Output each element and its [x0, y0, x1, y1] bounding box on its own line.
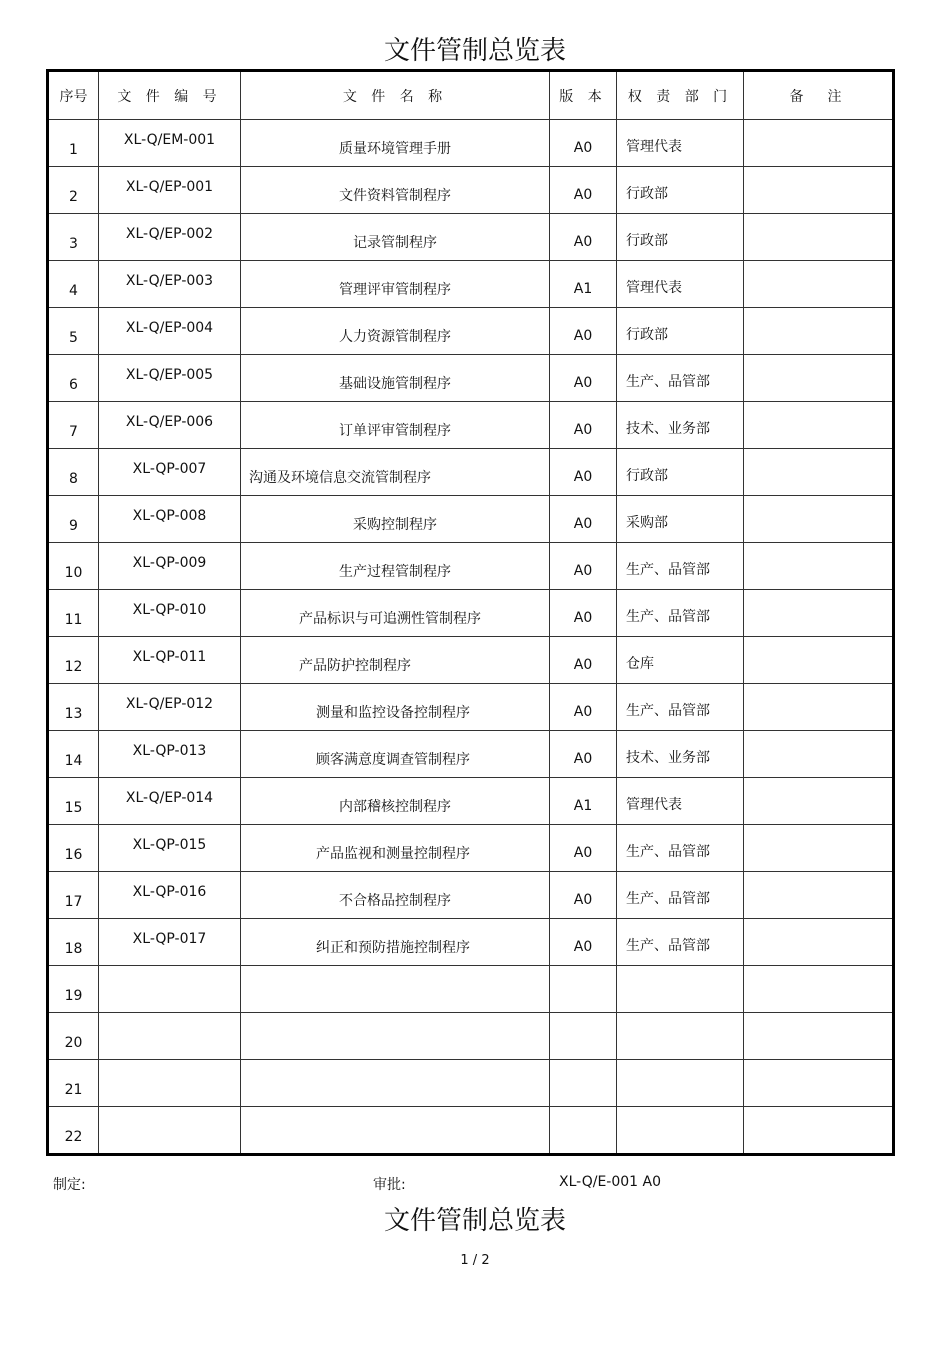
row-code-cell: [99, 1013, 241, 1060]
row-dept-cell: [617, 590, 744, 637]
row-number: 10: [64, 565, 83, 581]
table-row: [48, 355, 894, 402]
row-remark-cell: [744, 261, 894, 308]
row-code-cell: [99, 402, 241, 449]
row-name-cell: [241, 214, 550, 261]
table-row: [48, 778, 894, 825]
row-number-cell: [48, 919, 99, 966]
header-remark: 备 注: [744, 71, 894, 120]
row-dept: 行政部: [626, 327, 668, 343]
row-code: XL-QP-016: [132, 884, 207, 900]
row-name-cell: [241, 731, 550, 778]
row-version-cell: [550, 120, 617, 167]
row-name-cell: [241, 590, 550, 637]
row-number: 19: [64, 988, 83, 1004]
row-number-cell: [48, 590, 99, 637]
row-name-cell: [241, 872, 550, 919]
row-number-cell: [48, 449, 99, 496]
row-code: XL-QP-010: [132, 602, 207, 618]
row-name: 内部稽核控制程序: [339, 799, 451, 815]
row-code-cell: [99, 919, 241, 966]
row-dept-cell: [617, 872, 744, 919]
row-version-cell: [550, 167, 617, 214]
row-code: XL-Q/EP-001: [125, 179, 214, 195]
row-dept: 技术、业务部: [626, 750, 710, 766]
row-number-cell: [48, 872, 99, 919]
header-no: 序号: [48, 71, 99, 120]
row-code-cell: [99, 355, 241, 402]
table-row: [48, 731, 894, 778]
row-number: 1: [69, 142, 78, 158]
row-version: A0: [573, 939, 593, 955]
row-name-cell: [241, 1060, 550, 1107]
row-name: 质量环境管理手册: [339, 141, 451, 157]
table-row: [48, 1060, 894, 1107]
row-version-cell: [550, 684, 617, 731]
header-version: 版 本: [550, 71, 617, 120]
row-dept: 行政部: [626, 186, 668, 202]
row-version-cell: [550, 919, 617, 966]
row-remark-cell: [744, 966, 894, 1013]
row-version: A0: [573, 610, 593, 626]
row-name-cell: [241, 919, 550, 966]
row-dept: 管理代表: [626, 280, 682, 296]
row-version: A0: [573, 563, 593, 579]
row-number: 5: [69, 330, 78, 346]
row-name-cell: [241, 449, 550, 496]
row-code-cell: [99, 543, 241, 590]
row-version-cell: [550, 966, 617, 1013]
row-remark-cell: [744, 402, 894, 449]
row-code: XL-QP-007: [132, 461, 207, 477]
row-version-cell: [550, 496, 617, 543]
row-dept-cell: [617, 919, 744, 966]
row-dept-cell: [617, 1107, 744, 1155]
row-remark-cell: [744, 214, 894, 261]
row-number: 8: [69, 471, 78, 487]
row-code: XL-Q/EP-012: [125, 696, 214, 712]
row-number-cell: [48, 966, 99, 1013]
row-number: 22: [64, 1129, 83, 1145]
row-remark-cell: [744, 543, 894, 590]
row-remark-cell: [744, 449, 894, 496]
row-version: A0: [573, 375, 593, 391]
row-code: XL-QP-009: [132, 555, 207, 571]
row-version: A0: [573, 187, 593, 203]
table-row: [48, 496, 894, 543]
row-version: A0: [573, 422, 593, 438]
row-remark-cell: [744, 637, 894, 684]
row-dept: 生产、品管部: [626, 609, 710, 625]
row-remark-cell: [744, 590, 894, 637]
row-version: A0: [573, 657, 593, 673]
row-name: 产品标识与可追溯性管制程序: [299, 611, 481, 627]
table-row: [48, 1107, 894, 1155]
row-code-cell: [99, 966, 241, 1013]
row-remark-cell: [744, 684, 894, 731]
row-code: XL-Q/EP-004: [125, 320, 214, 336]
row-number: 6: [69, 377, 78, 393]
row-dept-cell: [617, 402, 744, 449]
table-row: [48, 167, 894, 214]
row-code: XL-Q/EM-001: [123, 132, 216, 148]
row-dept-cell: [617, 778, 744, 825]
row-code: XL-QP-008: [132, 508, 207, 524]
row-code: XL-Q/EP-014: [125, 790, 214, 806]
row-remark-cell: [744, 778, 894, 825]
page-title: 文件管制总览表: [383, 36, 566, 66]
row-remark-cell: [744, 120, 894, 167]
row-name: 产品监视和测量控制程序: [316, 846, 470, 862]
row-name-cell: [241, 355, 550, 402]
table-header-row: [48, 71, 894, 120]
page-number: 1 / 2: [460, 1253, 490, 1268]
row-code-cell: [99, 120, 241, 167]
row-code: XL-Q/EP-005: [125, 367, 214, 383]
table-row: [48, 543, 894, 590]
row-code-cell: [99, 825, 241, 872]
row-number-cell: [48, 402, 99, 449]
table-row: [48, 402, 894, 449]
row-number-cell: [48, 543, 99, 590]
row-version: A0: [573, 469, 593, 485]
row-remark-cell: [744, 919, 894, 966]
row-version-cell: [550, 637, 617, 684]
row-dept-cell: [617, 308, 744, 355]
table-row: [48, 684, 894, 731]
row-dept: 行政部: [626, 468, 668, 484]
row-dept: 技术、业务部: [626, 421, 710, 437]
row-code-cell: [99, 1107, 241, 1155]
row-number: 4: [69, 283, 78, 299]
row-version: A0: [573, 516, 593, 532]
row-version-cell: [550, 214, 617, 261]
row-dept-cell: [617, 543, 744, 590]
row-dept: 行政部: [626, 233, 668, 249]
table-row: [48, 120, 894, 167]
row-version: A0: [573, 140, 593, 156]
row-dept-cell: [617, 825, 744, 872]
row-version-cell: [550, 872, 617, 919]
table-row: [48, 637, 894, 684]
row-remark-cell: [744, 1013, 894, 1060]
row-number: 15: [64, 800, 83, 816]
row-remark-cell: [744, 355, 894, 402]
prepared-by-label: 制定:: [53, 1177, 86, 1193]
row-remark-cell: [744, 167, 894, 214]
row-code-cell: [99, 167, 241, 214]
row-dept-cell: [617, 1013, 744, 1060]
row-remark-cell: [744, 1060, 894, 1107]
row-name-cell: [241, 308, 550, 355]
row-name: 测量和监控设备控制程序: [316, 705, 470, 721]
row-dept: 仓库: [626, 656, 654, 672]
row-number: 14: [64, 753, 83, 769]
row-dept: 生产、品管部: [626, 844, 710, 860]
row-name-cell: [241, 496, 550, 543]
row-dept: 管理代表: [626, 797, 682, 813]
row-number-cell: [48, 167, 99, 214]
row-number: 11: [64, 612, 83, 628]
row-number-cell: [48, 1060, 99, 1107]
row-dept-cell: [617, 355, 744, 402]
row-code-cell: [99, 496, 241, 543]
row-code-cell: [99, 778, 241, 825]
table-row: [48, 1013, 894, 1060]
approved-by-label: 审批:: [373, 1177, 406, 1193]
row-name-cell: [241, 402, 550, 449]
row-version-cell: [550, 308, 617, 355]
row-name: 订单评审管制程序: [339, 423, 451, 439]
row-number-cell: [48, 308, 99, 355]
row-code-cell: [99, 308, 241, 355]
row-name: 文件资料管制程序: [339, 188, 451, 204]
row-version-cell: [550, 543, 617, 590]
row-version: A0: [573, 845, 593, 861]
row-dept-cell: [617, 637, 744, 684]
row-version: A0: [573, 704, 593, 720]
row-name-cell: [241, 825, 550, 872]
row-code-cell: [99, 872, 241, 919]
row-dept: 管理代表: [626, 139, 682, 155]
row-number-cell: [48, 261, 99, 308]
row-version-cell: [550, 1060, 617, 1107]
table-row: [48, 872, 894, 919]
row-number: 3: [69, 236, 78, 252]
row-number: 20: [64, 1035, 83, 1051]
row-code: XL-QP-011: [132, 649, 207, 665]
row-name-cell: [241, 543, 550, 590]
row-name: 顾客满意度调查管制程序: [316, 752, 470, 768]
row-dept: 生产、品管部: [626, 703, 710, 719]
row-number-cell: [48, 684, 99, 731]
row-version-cell: [550, 449, 617, 496]
row-number: 13: [64, 706, 83, 722]
row-number-cell: [48, 120, 99, 167]
row-version: A0: [573, 328, 593, 344]
row-number-cell: [48, 731, 99, 778]
row-name: 不合格品控制程序: [339, 893, 451, 909]
row-code-cell: [99, 731, 241, 778]
row-dept-cell: [617, 731, 744, 778]
header-name: 文 件 名 称: [241, 71, 550, 120]
table-row: [48, 449, 894, 496]
row-remark-cell: [744, 308, 894, 355]
row-dept-cell: [617, 496, 744, 543]
row-dept-cell: [617, 1060, 744, 1107]
row-version-cell: [550, 402, 617, 449]
row-code: XL-QP-017: [132, 931, 207, 947]
row-name: 人力资源管制程序: [339, 329, 451, 345]
row-name-cell: [241, 966, 550, 1013]
row-remark-cell: [744, 872, 894, 919]
row-version: A0: [573, 234, 593, 250]
row-name: 产品防护控制程序: [299, 658, 411, 674]
row-code: XL-Q/EP-003: [125, 273, 214, 289]
table-row: [48, 308, 894, 355]
table-row: [48, 590, 894, 637]
row-dept-cell: [617, 120, 744, 167]
row-name: 记录管制程序: [353, 235, 437, 251]
row-code-cell: [99, 684, 241, 731]
row-dept: 生产、品管部: [626, 891, 710, 907]
row-name: 纠正和预防措施控制程序: [316, 940, 470, 956]
row-number-cell: [48, 496, 99, 543]
document-control-table: [46, 69, 895, 1156]
row-number: 18: [64, 941, 83, 957]
row-dept-cell: [617, 684, 744, 731]
header-dept: 权 责 部 门: [617, 71, 744, 120]
row-number: 7: [69, 424, 78, 440]
row-name-cell: [241, 684, 550, 731]
page-title-repeat: 文件管制总览表: [383, 1206, 566, 1236]
row-version-cell: [550, 261, 617, 308]
row-version-cell: [550, 590, 617, 637]
row-remark-cell: [744, 496, 894, 543]
row-remark-cell: [744, 825, 894, 872]
row-dept: 生产、品管部: [626, 938, 710, 954]
row-version-cell: [550, 1013, 617, 1060]
row-code-cell: [99, 1060, 241, 1107]
row-code-cell: [99, 449, 241, 496]
row-code-cell: [99, 214, 241, 261]
row-dept: 生产、品管部: [626, 562, 710, 578]
row-version-cell: [550, 731, 617, 778]
row-dept-cell: [617, 449, 744, 496]
row-number: 21: [64, 1082, 83, 1098]
row-name: 生产过程管制程序: [339, 564, 451, 580]
row-number-cell: [48, 637, 99, 684]
row-code: XL-Q/EP-002: [125, 226, 214, 242]
table-row: [48, 966, 894, 1013]
row-code-cell: [99, 590, 241, 637]
header-code: 文 件 编 号: [99, 71, 241, 120]
document-code: XL-Q/E-001 A0: [559, 1174, 661, 1190]
table-row: [48, 919, 894, 966]
row-version-cell: [550, 778, 617, 825]
row-name-cell: [241, 1107, 550, 1155]
row-name-cell: [241, 1013, 550, 1060]
row-name: 基础设施管制程序: [339, 376, 451, 392]
row-dept-cell: [617, 261, 744, 308]
row-version: A0: [573, 751, 593, 767]
row-name-cell: [241, 120, 550, 167]
row-name: 沟通及环境信息交流管制程序: [249, 470, 431, 486]
row-dept: 采购部: [626, 515, 668, 531]
row-version: A1: [573, 281, 593, 297]
row-version: A0: [573, 892, 593, 908]
row-remark-cell: [744, 1107, 894, 1155]
row-number-cell: [48, 778, 99, 825]
row-number: 9: [69, 518, 78, 534]
row-dept-cell: [617, 214, 744, 261]
row-version-cell: [550, 355, 617, 402]
row-name: 管理评审管制程序: [339, 282, 451, 298]
row-number: 2: [69, 189, 78, 205]
row-name-cell: [241, 261, 550, 308]
row-version-cell: [550, 1107, 617, 1155]
row-name-cell: [241, 778, 550, 825]
row-code: XL-Q/EP-006: [125, 414, 214, 430]
row-name: 采购控制程序: [353, 517, 437, 533]
table-row: [48, 825, 894, 872]
row-number: 16: [64, 847, 83, 863]
row-number: 12: [64, 659, 83, 675]
table-row: [48, 214, 894, 261]
table-row: [48, 261, 894, 308]
row-code: XL-QP-013: [132, 743, 207, 759]
row-name-cell: [241, 637, 550, 684]
row-remark-cell: [744, 731, 894, 778]
row-number-cell: [48, 825, 99, 872]
row-code-cell: [99, 261, 241, 308]
row-number: 17: [64, 894, 83, 910]
row-dept-cell: [617, 966, 744, 1013]
row-version-cell: [550, 825, 617, 872]
row-number-cell: [48, 214, 99, 261]
row-name-cell: [241, 167, 550, 214]
row-dept-cell: [617, 167, 744, 214]
row-number-cell: [48, 1013, 99, 1060]
row-dept: 生产、品管部: [626, 374, 710, 390]
row-code: XL-QP-015: [132, 837, 207, 853]
row-number-cell: [48, 355, 99, 402]
row-number-cell: [48, 1107, 99, 1155]
row-version: A1: [573, 798, 593, 814]
